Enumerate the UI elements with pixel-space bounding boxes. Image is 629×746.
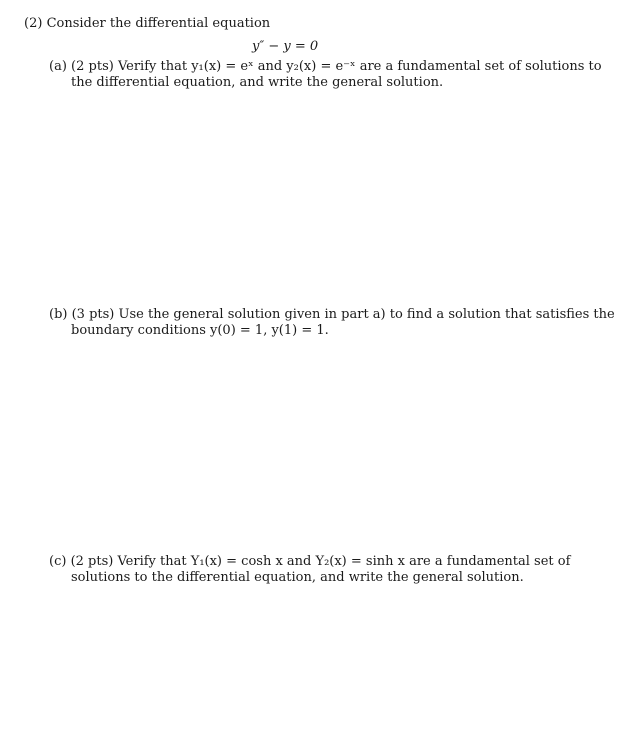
part-a-line1: Verify that y₁(x) = eˣ and y₂(x) = e⁻ˣ are a fundamental set of solutions to xyxy=(117,59,602,74)
part-c-line2: solutions to the differential equation, and write the general solution. xyxy=(71,570,524,585)
part-b-line2: boundary conditions y(0) = 1, y(1) = 1. xyxy=(71,323,329,338)
part-b-line1: Use the general solution given in part a) to find a solution that satisfies the xyxy=(118,307,615,322)
part-a-label: (a) xyxy=(49,59,67,74)
part-c xyxy=(49,554,570,586)
part-c-line1: Verify that Y₁(x) = cosh x and Y₂(x) = sinh x are a fundamental set of xyxy=(117,554,571,569)
part-b xyxy=(49,307,615,339)
part-c-points: (2 pts) xyxy=(70,554,114,569)
part-a-line2: the differential equation, and write the general solution. xyxy=(71,75,444,90)
problem-header xyxy=(24,16,270,32)
part-a-points: (2 pts) xyxy=(71,59,114,74)
problem-intro: Consider the differential equation xyxy=(46,16,271,31)
part-c-label: (c) xyxy=(49,554,67,569)
problem-number: (2) xyxy=(24,16,43,31)
part-a xyxy=(49,59,602,91)
part-b-label: (b) xyxy=(49,307,68,322)
differential-equation: y″ − y = 0 xyxy=(252,39,319,54)
part-b-points: (3 pts) xyxy=(71,307,115,322)
